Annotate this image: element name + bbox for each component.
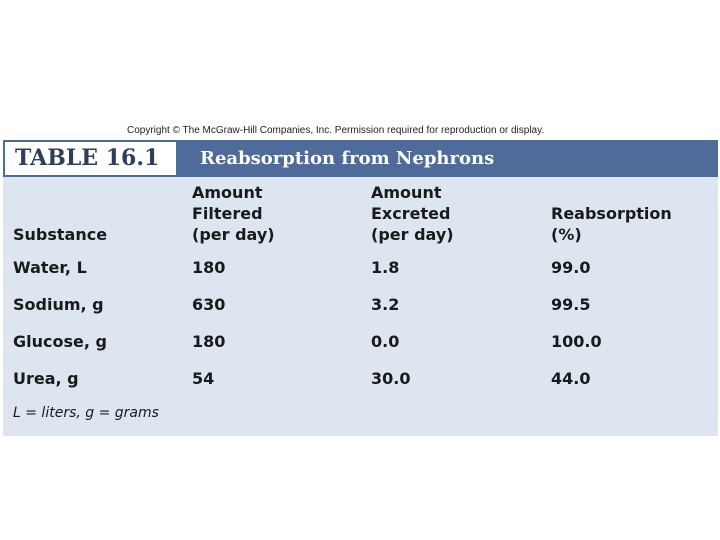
row-glucose-reabsorption: 100.0 <box>551 332 602 351</box>
row-glucose-filtered: 180 <box>192 332 226 351</box>
row-sodium-reabsorption: 99.5 <box>551 295 591 314</box>
column-header-amount-filtered: Amount Filtered (per day) <box>192 183 275 244</box>
row-glucose-excreted: 0.0 <box>371 332 400 351</box>
column-header-reabsorption: Reabsorption (%) <box>551 204 672 244</box>
row-urea-filtered: 54 <box>192 369 215 388</box>
column-header-substance: Substance <box>13 225 108 244</box>
row-sodium-substance: Sodium, g <box>13 295 104 314</box>
copyright-notice: Copyright © The McGraw-Hill Companies, Inc. Permission required for reproduction or display. <box>127 125 545 136</box>
row-water-substance: Water, L <box>13 258 87 277</box>
row-water-filtered: 180 <box>192 258 226 277</box>
row-urea-substance: Urea, g <box>13 369 79 388</box>
row-glucose-substance: Glucose, g <box>13 332 107 351</box>
table-footnote: L = liters, g = grams <box>13 405 159 421</box>
data-table <box>3 177 718 436</box>
table-number: TABLE 16.1 <box>3 140 178 177</box>
row-sodium-excreted: 3.2 <box>371 295 400 314</box>
column-header-amount-excreted: Amount Excreted (per day) <box>371 183 454 244</box>
row-water-excreted: 1.8 <box>371 258 400 277</box>
table-header <box>3 140 718 177</box>
row-urea-reabsorption: 44.0 <box>551 369 591 388</box>
row-urea-excreted: 30.0 <box>371 369 411 388</box>
row-water-reabsorption: 99.0 <box>551 258 591 277</box>
table-title: Reabsorption from Nephrons <box>200 148 495 169</box>
row-sodium-filtered: 630 <box>192 295 226 314</box>
